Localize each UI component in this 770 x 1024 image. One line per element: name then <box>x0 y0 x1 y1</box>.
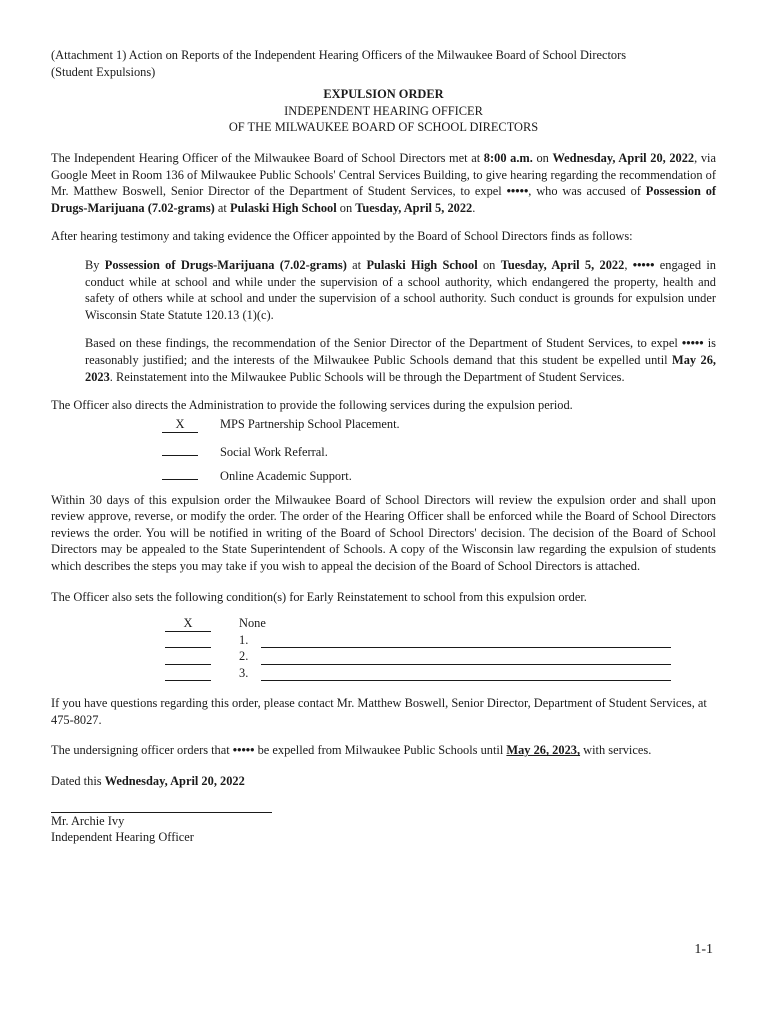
school-name: Pulaski High School <box>229 200 337 215</box>
condition-item <box>51 632 716 649</box>
intro-text: at <box>214 200 230 215</box>
condition-blank-line <box>261 652 671 665</box>
title-line-1: EXPULSION ORDER <box>323 87 444 102</box>
dated-line <box>51 773 716 790</box>
conditions-intro: The Officer also sets the following condition(s) for Early Reinstatement to school from this expulsion order. <box>51 589 587 604</box>
finding-text: at <box>346 257 367 272</box>
document-header <box>51 47 716 80</box>
order-text: The undersigning officer orders that <box>51 743 233 758</box>
condition-item <box>51 615 716 632</box>
finding-text: on <box>477 257 501 272</box>
service-item <box>51 440 716 464</box>
finding-text: is reasonably justified; and the interests of the Milwaukee Public Schools demand that this student be expelled until <box>85 336 716 367</box>
condition-label: 3. <box>239 665 249 680</box>
hearing-time: 8:00 a.m. <box>483 150 533 165</box>
header-line-2: (Student Expulsions) <box>51 64 156 79</box>
service-label: Online Academic Support. <box>220 468 352 483</box>
header-line-1: (Attachment 1) Action on Reports of the Independent Hearing Officers of the Milwaukee Board of School Directors <box>51 48 627 62</box>
intro-text: . <box>472 200 476 215</box>
incident-date: Tuesday, April 5, 2022 <box>500 257 625 272</box>
conditions-list <box>51 615 716 681</box>
offense: Possession of Drugs-Marijuana (7.02-grams) <box>104 257 347 272</box>
condition-item <box>51 665 716 682</box>
condition-label: 1. <box>239 632 249 647</box>
signatory-name: Mr. Archie Ivy <box>51 813 125 828</box>
document-title <box>51 86 716 136</box>
title-line-3: OF THE MILWAUKEE BOARD OF SCHOOL DIRECTORS <box>228 120 539 135</box>
condition-item <box>51 648 716 665</box>
services-intro: The Officer also directs the Administration to provide the following services during the expulsion period. <box>51 398 573 413</box>
service-checkmark <box>162 464 198 480</box>
intro-text: , who was accused of <box>528 184 646 199</box>
service-label: MPS Partnership School Placement. <box>220 416 400 431</box>
student-name-redacted: ••••• <box>632 257 655 272</box>
finding-text: engaged in conduct while at school and while under the supervision of a school authority, which endangered the property, health and safety of others while at school and under the supervision of a school authority. Such conduct is grounds for expulsion under Wisconsin State Statute 120.13 (1)(c). <box>85 257 716 322</box>
finding-paragraph-2 <box>51 335 716 385</box>
condition-checkmark <box>165 665 211 681</box>
finding-text: Based on these findings, the recommendation of the Senior Director of the Department of Student Services, to expel <box>85 336 682 351</box>
service-label: Social Work Referral. <box>220 444 328 459</box>
student-name-redacted: ••••• <box>506 184 529 199</box>
page-number: 1-1 <box>694 942 713 957</box>
intro-paragraph <box>51 150 716 216</box>
intro-text: The Independent Hearing Officer of the Milwaukee Board of School Directors met at <box>51 150 484 165</box>
condition-blank-line <box>261 635 671 648</box>
expulsion-end-date: May 26, 2023 <box>85 352 717 384</box>
review-paragraph: Within 30 days of this expulsion order the Milwaukee Board of School Directors will review the expulsion order and shall upon review approve, reverse, or modify the order. The order of the Hearing Officer shall be enforced while the Board of School Directors reviews the order. You will be notified in writing of the Board of School Directors' decision. The decision of the Board of School Directors may be appealed to the State Superintendent of Schools. A copy of the Wisconsin law regarding the expulsion of students which describes the steps you may take if you wish to appeal the decision of the Board of School Directors is attached. <box>51 492 716 574</box>
condition-blank-line <box>261 668 671 681</box>
condition-label: 2. <box>239 649 249 664</box>
finding-paragraph-1 <box>51 257 716 323</box>
dated-date: Wednesday, April 20, 2022 <box>104 774 245 789</box>
order-text: with services. <box>580 743 652 758</box>
title-line-2: INDEPENDENT HEARING OFFICER <box>284 103 483 118</box>
incident-date: Tuesday, April 5, 2022 <box>355 200 473 215</box>
services-list <box>51 416 716 488</box>
intro-text: on <box>336 200 356 215</box>
expulsion-end-date: May 26, 2023, <box>506 743 581 758</box>
condition-label: None <box>239 616 266 631</box>
condition-checkmark <box>165 632 211 648</box>
offense: Possession of Drugs-Marijuana (7.02-grams) <box>51 184 717 215</box>
questions-paragraph: If you have questions regarding this order, please contact Mr. Matthew Boswell, Senior Director, Department of Student Services, at 475-8027. <box>51 696 707 727</box>
finding-text: . Reinstatement into the Milwaukee Public Schools will be through the Department of Student Services. <box>109 369 625 384</box>
expulsion-order-document <box>51 47 716 846</box>
service-checkmark <box>162 440 198 456</box>
hearing-date: Wednesday, April 20, 2022 <box>552 150 695 165</box>
dated-text: Dated this <box>51 774 105 789</box>
service-item <box>51 416 716 440</box>
condition-checkmark: X <box>165 616 211 632</box>
school-name: Pulaski High School <box>366 257 478 272</box>
signature-line <box>51 798 272 813</box>
service-item <box>51 464 716 488</box>
signatory-title: Independent Hearing Officer <box>51 830 194 845</box>
finding-text: By <box>85 257 105 272</box>
finding-text: , <box>624 257 633 272</box>
service-checkmark: X <box>162 417 198 433</box>
order-paragraph <box>51 742 716 759</box>
student-name-redacted: ••••• <box>681 336 704 351</box>
student-name-redacted: ••••• <box>232 743 255 758</box>
order-text: be expelled from Milwaukee Public Schools until <box>254 743 507 758</box>
intro-text: on <box>532 150 553 165</box>
condition-checkmark <box>165 649 211 665</box>
findings-intro: After hearing testimony and taking evidence the Officer appointed by the Board of School Directors finds as follows: <box>51 229 633 244</box>
intro-text: , via Google Meet in Room 136 of Milwaukee Public Schools' Central Services Building, to give hearing regarding the recommendation of Mr. Matthew Boswell, Senior Director of the Department of Student Services, to expel <box>51 150 716 199</box>
